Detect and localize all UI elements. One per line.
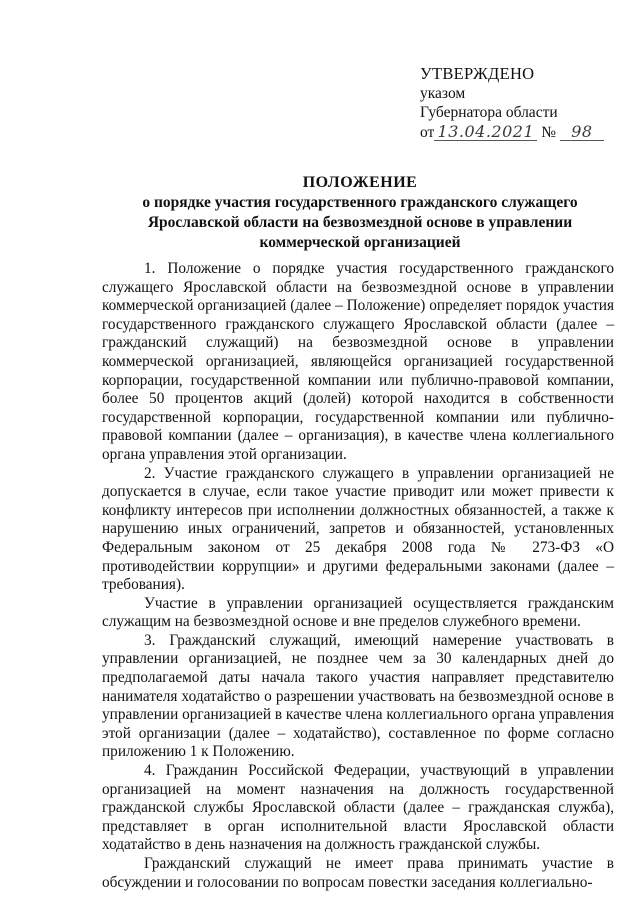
date-prefix: от: [420, 123, 435, 141]
approval-stamp-block: [420, 64, 620, 142]
document-title: ПОЛОЖЕНИЕ: [302, 174, 418, 191]
governor-label: Губернатора области: [420, 104, 558, 121]
paragraph-3: Участие в управлении организацией осуществляется гражданским служащим на безвозмездной основе и вне пределов служебного времени.: [102, 594, 614, 631]
number-sign: №: [541, 123, 556, 141]
decree-label: указом: [420, 84, 466, 102]
document-body: [102, 260, 614, 892]
document-subtitle: о порядке участия государственного гражданского служащего Ярославской области на безвозмездной основе в управлении коммерческой организацией: [142, 194, 578, 251]
approved-label: УТВЕРЖДЕНО: [420, 64, 535, 83]
paragraph-4: 3. Гражданский служащий, имеющий намерение участвовать в управлении организацией, не позднее чем за 30 календарных дней до предполагаемой даты начала такого участия направляет представителю нанимателя ходатайство о разрешении участвовать на безвозмездной основе в управлении организацией в качестве члена коллегиального органа управления этой организации (далее – ходатайство), составленное по форме согласно приложению 1 к Положению.: [102, 631, 614, 761]
handwritten-date: 13.04.2021: [434, 123, 537, 141]
handwritten-number: 98: [560, 123, 604, 141]
document-title-block: [100, 173, 620, 253]
decree-date-line: [420, 123, 620, 143]
paragraph-1: 1. Положение о порядке участия государственного гражданского служащего Ярославской области на безвозмездной основе в управлении коммерческой организацией (далее – Положение) определяет порядок участия государственного гражданского служащего Ярославской области (далее – гражданский служащий) на безвозмездной основе в управлении коммерческой организацией, являющейся организацией государственной корпорации, государственной компании или публично-правовой компании, более 50 процентов акций (долей) которой находится в собственности государственной корпорации, государственной компании или публично-правовой компании (далее – организация), в качестве члена коллегиального органа управления этой организации.: [102, 260, 614, 463]
paragraph-5: 4. Гражданин Российской Федерации, участвующий в управлении организацией на момент назначения на должность государственной гражданской службы Ярославской области (далее – гражданская служба), представляет в орган исполнительной власти Ярославской области ходатайство в день назначения на должность гражданской службы.: [102, 762, 614, 854]
paragraph-6: Гражданский служащий не имеет права принимать участие в обсуждении и голосовании по вопросам повестки заседания коллегиально-: [102, 855, 614, 891]
paragraph-2: 2. Участие гражданского служащего в управлении организацией не допускается в случае, если такое участие приводит или может привести к конфликту интересов при исполнении должностных обязанностей, а также к нарушению иных ограничений, запретов и обязанностей, установленных Федеральным законом от 25 декабря 2008 года № 273-ФЗ «О противодействии коррупции» и другими федеральными законами (далее – требования).: [102, 464, 614, 594]
